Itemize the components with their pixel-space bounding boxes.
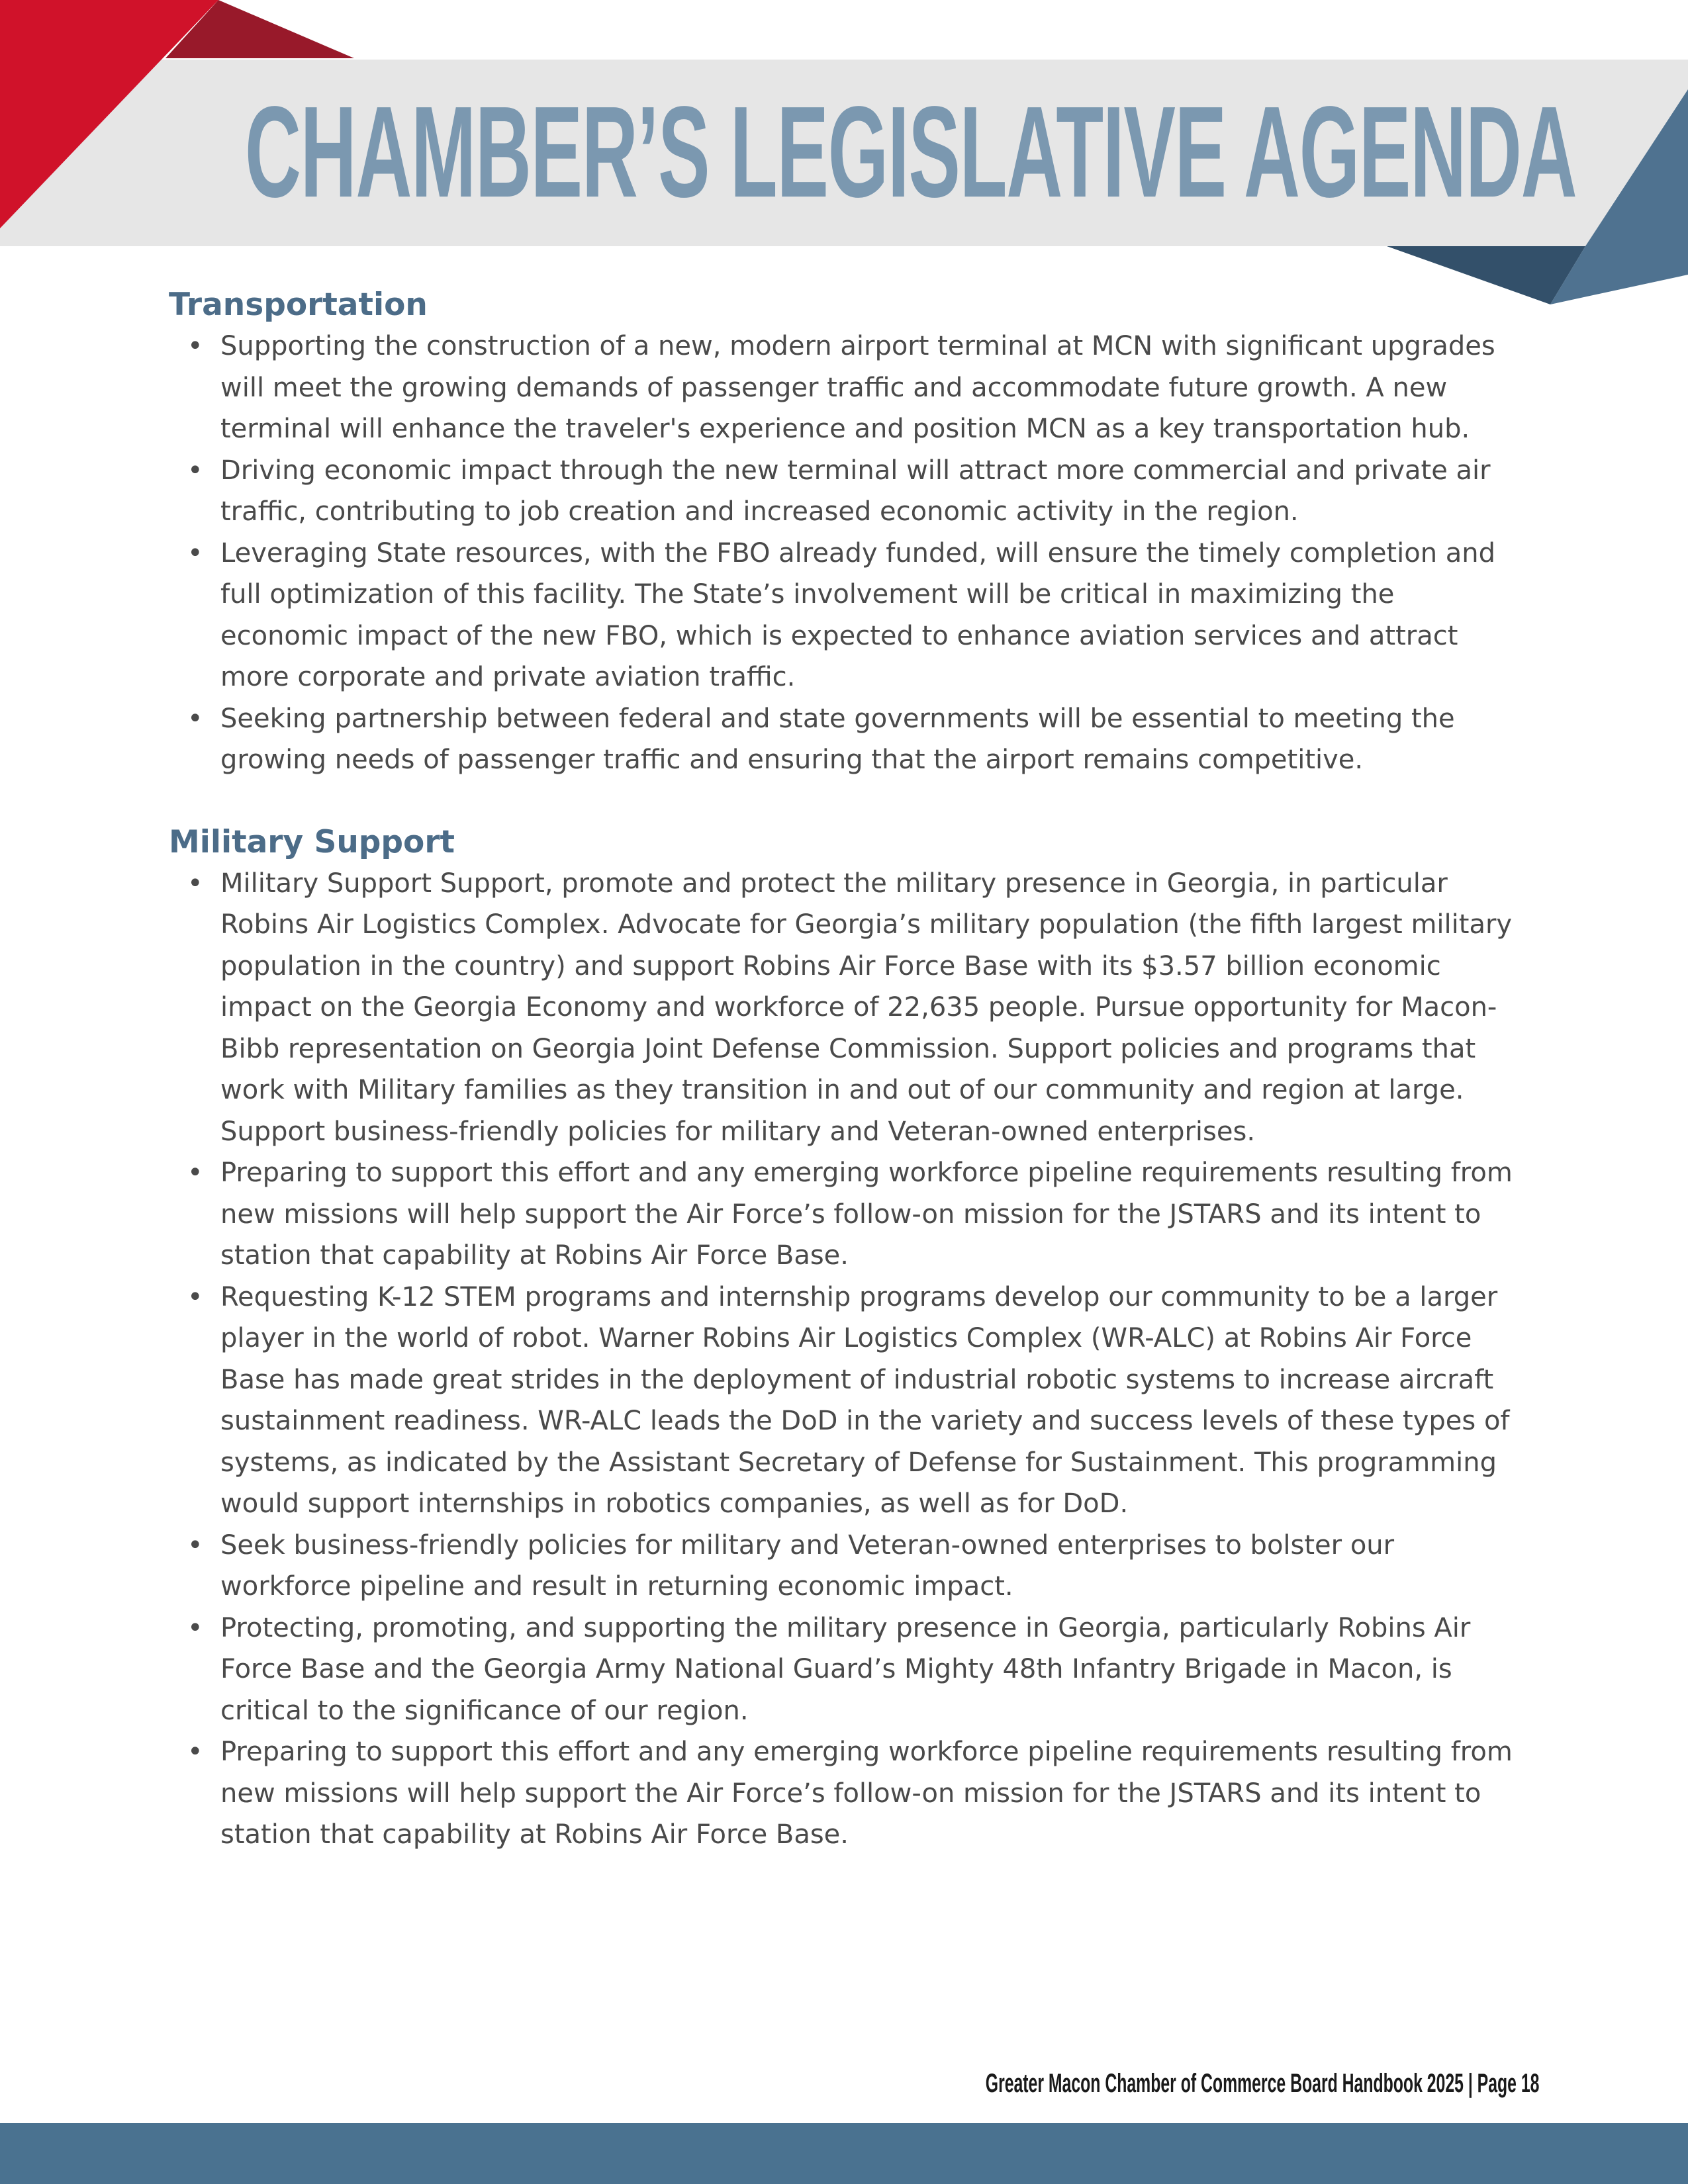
section-heading: Transportation (169, 287, 428, 323)
list-item (169, 863, 1519, 1153)
list-item (169, 326, 1519, 450)
bullet-icon: • (187, 537, 203, 569)
list-item-text: Driving economic impact through the new terminal will attract more commercial and private air traffic, contributing to job creation and increased economic activity in the region. (220, 455, 1491, 527)
main-content (169, 285, 1519, 1856)
list-item (169, 1277, 1519, 1525)
list-item-text: Seeking partnership between federal and state governments will be essential to meeting the growing needs of passenger traffic and ensuring that the airport remains competitive. (220, 703, 1455, 775)
bullet-icon: • (187, 1158, 203, 1188)
bullet-list (169, 326, 1519, 781)
footer-bar (0, 2123, 1688, 2184)
list-item-text: Seek business-friendly policies for military and Veteran-owned enterprises to bolster our workforce pipeline and result in returning economic impact. (220, 1529, 1395, 1602)
list-item-text: Requesting K-12 STEM programs and internship programs develop our community to be a larger player in the world of robot. Warner Robins Air Logistics Complex (WR-ALC) at Robins Air Force Base has made great strides in the deployment of industrial robotic systems to increase aircraft sustainment readiness. WR-ALC leads the DoD in the variety and success levels of these types of systems, as indicated by the Assistant Secretary of Defense for Sustainment. This programming would support internships in robotics companies, as well as for DoD. (220, 1281, 1510, 1519)
list-item-text: Leveraging State resources, with the FBO already funded, will ensure the timely completion and full optimization of this facility. The State’s involvement will be critical in maximizing the economic impact of the new FBO, which is expected to enhance aviation services and attract more corporate and private aviation traffic. (220, 537, 1496, 692)
list-item-text: Military Support Support, promote and protect the military presence in Georgia, in particular Robins Air Logistics Complex. Advocate for Georgia’s military population (the fifth largest military population in the country) and support Robins Air Force Base with its $3.57 billion economic impact on the Georgia Economy and workforce of 22,635 people. Pursue opportunity for Macon-Bibb representation on Georgia Joint Defense Commission. Support policies and programs that work with Military families as they transition in and out of our community and region at large. Support business-friendly policies for military and Veteran-owned enterprises. (220, 868, 1513, 1147)
list-item (169, 450, 1519, 533)
bullet-icon: • (187, 703, 203, 734)
bullet-icon: • (187, 1737, 203, 1767)
bullet-icon: • (187, 455, 203, 486)
list-item (169, 533, 1519, 698)
list-item-text: Preparing to support this effort and any emerging workforce pipeline requirements resulting from new missions will help support the Air Force’s follow-on mission for the JSTARS and its intent to station that capability at Robins Air Force Base. (220, 1158, 1513, 1271)
bullet-icon: • (187, 331, 203, 361)
list-item-text: Preparing to support this effort and any emerging workforce pipeline requirements resulting from new missions will help support the Air Force’s follow-on mission for the JSTARS and its intent to station that capability at Robins Air Force Base. (220, 1737, 1513, 1850)
list-item (169, 1608, 1519, 1732)
section-military-support (169, 822, 1519, 1856)
list-item-text: Protecting, promoting, and supporting the military presence in Georgia, particularly Robins Air Force Base and the Georgia Army National Guard’s Mighty 48th Infantry Brigade in Macon, is critical to the significance of our region. (220, 1612, 1471, 1726)
list-item-text: Supporting the construction of a new, modern airport terminal at MCN with significant upgrades will meet the growing demands of passenger traffic and accommodate future growth. A new terminal will enhance the traveler's experience and position MCN as a key transportation hub. (220, 331, 1495, 444)
footer-page-label: Greater Macon Chamber of Commerce Board Handbook 2025 | Page 18 (985, 2069, 1539, 2098)
list-item (169, 698, 1519, 781)
bullet-icon: • (187, 1281, 203, 1312)
page-title: CHAMBER’S LEGISLATIVE AGENDA (245, 79, 1577, 224)
bullet-icon: • (187, 1529, 203, 1561)
section-transportation (169, 285, 1519, 781)
section-spacer (169, 781, 1519, 822)
bullet-icon: • (187, 868, 203, 899)
section-heading: Military Support (169, 823, 455, 860)
list-item (169, 1525, 1519, 1608)
bullet-list (169, 863, 1519, 1856)
list-item (169, 1152, 1519, 1277)
bullet-icon: • (187, 1612, 203, 1643)
list-item (169, 1731, 1519, 1856)
red-corner-shape (0, 0, 218, 228)
